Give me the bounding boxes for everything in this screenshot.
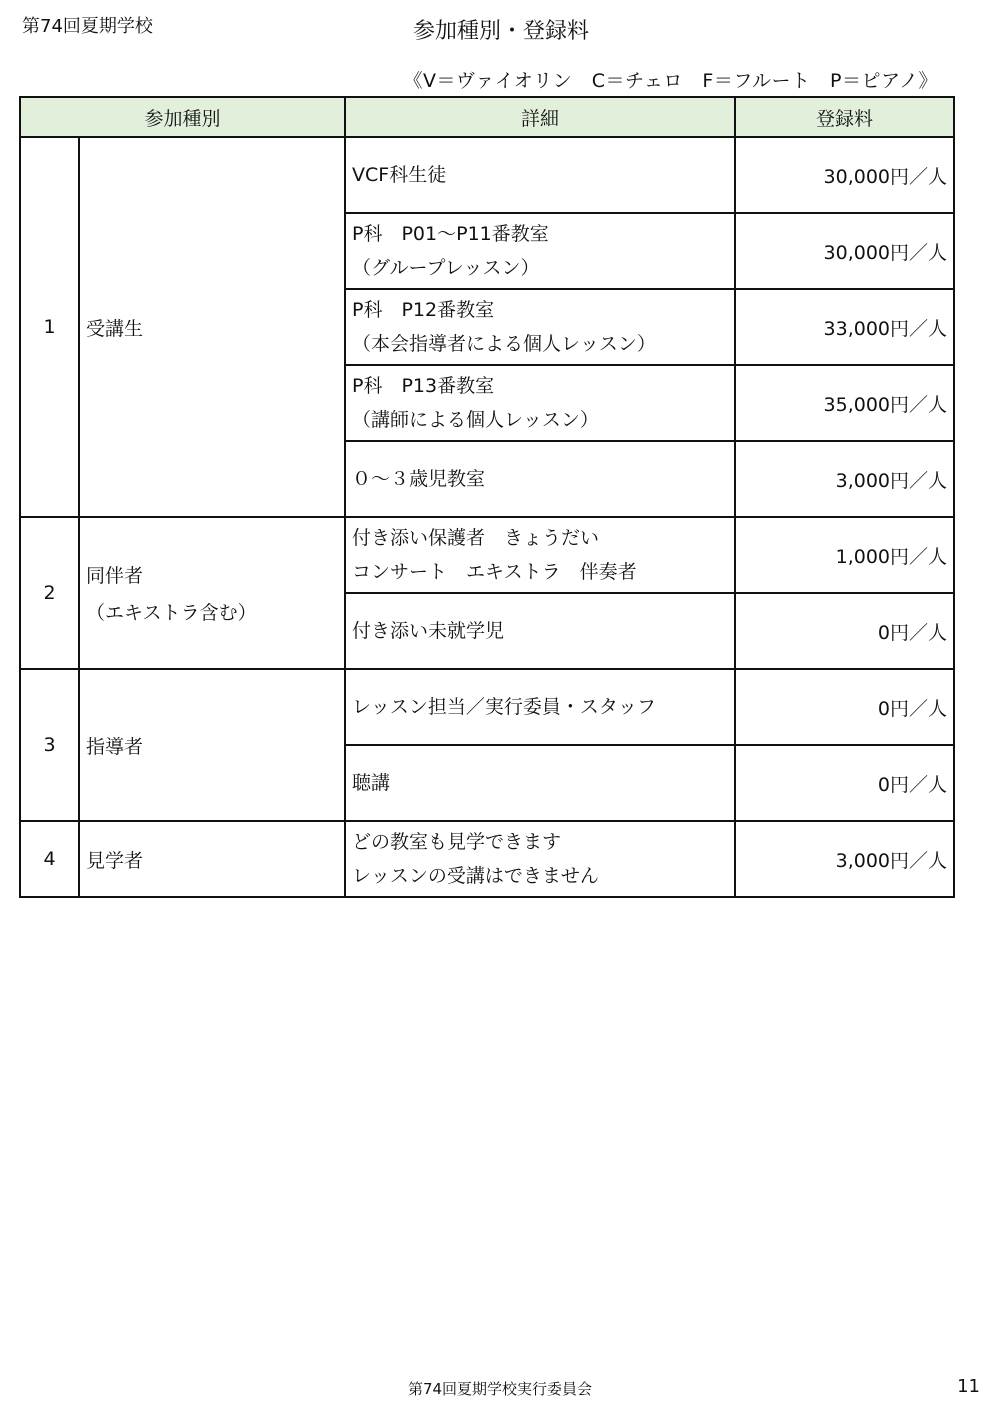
detail-cell [345,669,735,745]
fee-cell: 0円／人 [735,593,954,669]
fee-table-body [20,137,954,897]
detail-cell [345,137,735,213]
footer-organization: 第74回夏期学校実行委員会 [407,1380,593,1398]
detail-cell [345,289,735,365]
page-title-text: 参加種別・登録料 [412,19,589,44]
fee-cell: 30,000円／人 [735,213,954,289]
category-line: 受講生 [86,317,144,340]
fee-cell: 33,000円／人 [735,289,954,365]
header-school-name: 第74回夏期学校 [22,16,153,37]
detail-line: （講師による個人レッスン） [352,409,599,431]
detail-cell [345,213,735,289]
detail-line: レッスン担当／実行委員・スタッフ [352,696,656,718]
fee-cell: 35,000円／人 [735,365,954,441]
fee-cell: 3,000円／人 [735,441,954,517]
detail-line: どの教室も見学できます [352,831,562,853]
fee-cell: 3,000円／人 [735,821,954,897]
detail-line: （本会指導者による個人レッスン） [352,333,656,355]
column-header-detail: 詳細 [345,97,735,137]
detail-line: VCF科生徒 [352,164,447,186]
detail-cell [345,821,735,897]
column-header-fee: 登録料 [735,97,954,137]
group-category [79,137,345,517]
detail-line: コンサート エキストラ 伴奏者 [352,561,637,583]
column-header-category: 参加種別 [20,97,345,137]
category-line: 見学者 [86,849,144,872]
fee-cell: 0円／人 [735,669,954,745]
detail-line: 付き添い保護者 きょうだい [352,527,600,549]
table-header-row [20,97,954,137]
table-row [20,669,954,745]
category-line: 同伴者 [86,565,144,587]
instrument-legend: 《V＝ヴァイオリン C＝チェロ F＝フルート P＝ピアノ》 [403,70,938,92]
detail-cell [345,365,735,441]
fee-table [19,96,955,898]
fee-cell: 1,000円／人 [735,517,954,593]
detail-line: P科 P12番教室 [352,299,495,321]
group-number: 2 [20,517,79,669]
page-title [0,14,1000,45]
detail-line: （グループレッスン） [352,257,540,279]
group-number: 1 [20,137,79,517]
group-category [79,669,345,821]
category-line: （エキストラ含む） [86,602,257,624]
detail-line: 付き添い未就学児 [352,620,505,642]
detail-cell [345,593,735,669]
detail-line: レッスンの受講はできません [352,865,599,887]
table-row [20,517,954,593]
group-category [79,821,345,897]
category-line: 指導者 [86,735,144,758]
fee-cell: 30,000円／人 [735,137,954,213]
detail-cell [345,745,735,821]
fee-cell: 0円／人 [735,745,954,821]
group-number: 4 [20,821,79,897]
detail-line: P科 P01～P11番教室 [352,223,549,245]
detail-line: P科 P13番教室 [352,375,495,397]
detail-cell [345,517,735,593]
table-row [20,821,954,897]
page-number: 11 [957,1376,980,1397]
detail-line: 聴講 [352,772,391,794]
group-category [79,517,345,669]
group-number: 3 [20,669,79,821]
detail-line: ０～３歳児教室 [352,468,486,490]
table-row [20,137,954,213]
detail-cell [345,441,735,517]
